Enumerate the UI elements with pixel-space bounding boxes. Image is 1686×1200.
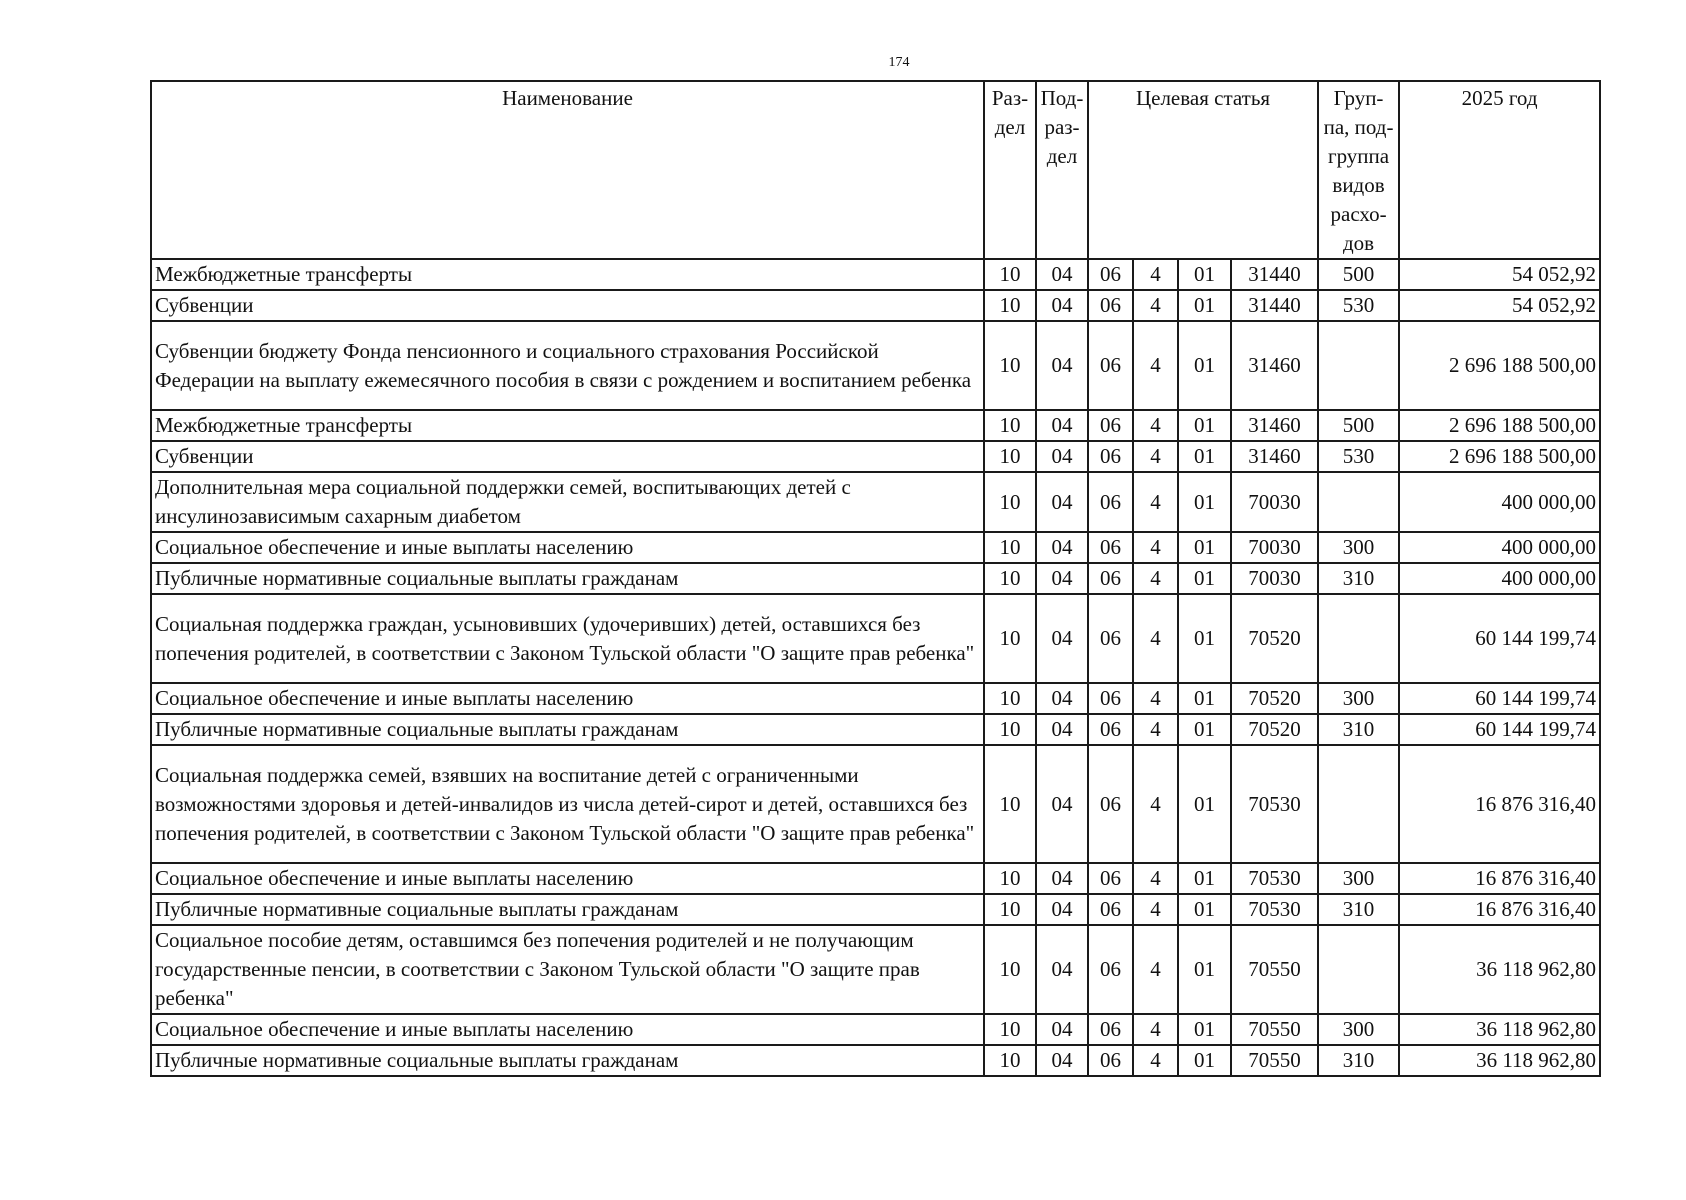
row-target-subprogram: 01 xyxy=(1178,594,1231,683)
row-razdel: 10 xyxy=(984,683,1036,714)
row-target-program: 06 xyxy=(1088,683,1133,714)
row-name: Межбюджетные трансферты xyxy=(151,259,984,290)
row-podrazdel: 04 xyxy=(1036,290,1088,321)
row-expense-group xyxy=(1318,745,1399,863)
table-row xyxy=(151,563,1600,594)
header-target-article: Целевая статья xyxy=(1088,81,1318,259)
row-expense-group: 310 xyxy=(1318,1045,1399,1076)
row-amount: 54 052,92 xyxy=(1399,290,1600,321)
table-row xyxy=(151,683,1600,714)
row-expense-group: 310 xyxy=(1318,714,1399,745)
row-amount: 2 696 188 500,00 xyxy=(1399,321,1600,410)
row-name: Субвенции xyxy=(151,441,984,472)
row-amount: 2 696 188 500,00 xyxy=(1399,410,1600,441)
row-target-program: 06 xyxy=(1088,894,1133,925)
header-year: 2025 год xyxy=(1399,81,1600,259)
row-target-program: 06 xyxy=(1088,321,1133,410)
row-name: Социальная поддержка семей, взявших на воспитание детей с ограниченными возможностями здоровья и детей-инвалидов из числа детей-сирот и детей, оставшихся без попечения родителей, в соответствии с Законом Тульской области "О защите прав ребенка" xyxy=(151,745,984,863)
row-amount: 400 000,00 xyxy=(1399,472,1600,532)
row-target-direction: 70530 xyxy=(1231,894,1318,925)
row-name: Публичные нормативные социальные выплаты гражданам xyxy=(151,714,984,745)
row-razdel: 10 xyxy=(984,925,1036,1014)
row-target-type: 4 xyxy=(1133,863,1178,894)
page-number: 174 xyxy=(888,55,910,70)
budget-table xyxy=(150,80,1601,1077)
row-expense-group: 300 xyxy=(1318,1014,1399,1045)
row-podrazdel: 04 xyxy=(1036,1014,1088,1045)
row-podrazdel: 04 xyxy=(1036,714,1088,745)
row-razdel: 10 xyxy=(984,532,1036,563)
row-amount: 60 144 199,74 xyxy=(1399,683,1600,714)
table-row xyxy=(151,714,1600,745)
row-target-subprogram: 01 xyxy=(1178,410,1231,441)
table-row xyxy=(151,321,1600,410)
row-razdel: 10 xyxy=(984,410,1036,441)
row-target-direction: 31460 xyxy=(1231,410,1318,441)
row-amount: 16 876 316,40 xyxy=(1399,894,1600,925)
row-target-subprogram: 01 xyxy=(1178,532,1231,563)
row-expense-group: 300 xyxy=(1318,532,1399,563)
header-podrazdel: Под-раз-дел xyxy=(1036,81,1088,259)
row-razdel: 10 xyxy=(984,563,1036,594)
row-target-subprogram: 01 xyxy=(1178,863,1231,894)
table-row xyxy=(151,894,1600,925)
row-target-direction: 70520 xyxy=(1231,683,1318,714)
row-expense-group: 530 xyxy=(1318,441,1399,472)
row-podrazdel: 04 xyxy=(1036,532,1088,563)
row-podrazdel: 04 xyxy=(1036,563,1088,594)
row-target-direction: 70030 xyxy=(1231,532,1318,563)
row-target-subprogram: 01 xyxy=(1178,472,1231,532)
row-target-direction: 70550 xyxy=(1231,1045,1318,1076)
row-amount: 36 118 962,80 xyxy=(1399,1045,1600,1076)
row-target-direction: 31440 xyxy=(1231,290,1318,321)
row-target-program: 06 xyxy=(1088,410,1133,441)
row-name: Социальное обеспечение и иные выплаты населению xyxy=(151,1014,984,1045)
row-target-type: 4 xyxy=(1133,410,1178,441)
table-row xyxy=(151,410,1600,441)
row-target-program: 06 xyxy=(1088,472,1133,532)
row-target-subprogram: 01 xyxy=(1178,683,1231,714)
row-podrazdel: 04 xyxy=(1036,894,1088,925)
row-target-subprogram: 01 xyxy=(1178,714,1231,745)
row-amount: 2 696 188 500,00 xyxy=(1399,441,1600,472)
row-target-direction: 70030 xyxy=(1231,472,1318,532)
row-razdel: 10 xyxy=(984,321,1036,410)
row-target-type: 4 xyxy=(1133,563,1178,594)
row-target-subprogram: 01 xyxy=(1178,1014,1231,1045)
table-row xyxy=(151,594,1600,683)
row-target-type: 4 xyxy=(1133,532,1178,563)
row-target-type: 4 xyxy=(1133,290,1178,321)
row-target-type: 4 xyxy=(1133,894,1178,925)
row-podrazdel: 04 xyxy=(1036,441,1088,472)
row-target-subprogram: 01 xyxy=(1178,894,1231,925)
row-name: Субвенции xyxy=(151,290,984,321)
row-name: Публичные нормативные социальные выплаты гражданам xyxy=(151,563,984,594)
row-podrazdel: 04 xyxy=(1036,863,1088,894)
table-row xyxy=(151,1014,1600,1045)
row-target-type: 4 xyxy=(1133,683,1178,714)
row-razdel: 10 xyxy=(984,472,1036,532)
row-amount: 400 000,00 xyxy=(1399,563,1600,594)
table-row xyxy=(151,441,1600,472)
row-target-type: 4 xyxy=(1133,1014,1178,1045)
row-name: Межбюджетные трансферты xyxy=(151,410,984,441)
row-target-direction: 70530 xyxy=(1231,745,1318,863)
row-razdel: 10 xyxy=(984,259,1036,290)
header-expense-group: Груп-па, под-группа видов расхо-дов xyxy=(1318,81,1399,259)
row-podrazdel: 04 xyxy=(1036,259,1088,290)
table-row xyxy=(151,472,1600,532)
table-row xyxy=(151,925,1600,1014)
row-amount: 16 876 316,40 xyxy=(1399,863,1600,894)
row-amount: 16 876 316,40 xyxy=(1399,745,1600,863)
row-target-subprogram: 01 xyxy=(1178,290,1231,321)
row-expense-group: 310 xyxy=(1318,894,1399,925)
table-row xyxy=(151,863,1600,894)
row-target-program: 06 xyxy=(1088,563,1133,594)
row-target-program: 06 xyxy=(1088,925,1133,1014)
row-target-program: 06 xyxy=(1088,863,1133,894)
row-target-subprogram: 01 xyxy=(1178,745,1231,863)
row-razdel: 10 xyxy=(984,441,1036,472)
header-razdel: Раз-дел xyxy=(984,81,1036,259)
row-target-type: 4 xyxy=(1133,472,1178,532)
row-target-type: 4 xyxy=(1133,594,1178,683)
table-row xyxy=(151,1045,1600,1076)
row-name: Публичные нормативные социальные выплаты гражданам xyxy=(151,1045,984,1076)
row-podrazdel: 04 xyxy=(1036,410,1088,441)
row-name: Социальное обеспечение и иные выплаты населению xyxy=(151,683,984,714)
row-podrazdel: 04 xyxy=(1036,594,1088,683)
row-target-subprogram: 01 xyxy=(1178,441,1231,472)
row-podrazdel: 04 xyxy=(1036,683,1088,714)
row-razdel: 10 xyxy=(984,1014,1036,1045)
row-target-type: 4 xyxy=(1133,925,1178,1014)
row-expense-group xyxy=(1318,594,1399,683)
row-target-type: 4 xyxy=(1133,321,1178,410)
table-row xyxy=(151,290,1600,321)
row-target-program: 06 xyxy=(1088,441,1133,472)
row-target-program: 06 xyxy=(1088,259,1133,290)
row-expense-group xyxy=(1318,925,1399,1014)
row-target-subprogram: 01 xyxy=(1178,1045,1231,1076)
row-expense-group: 500 xyxy=(1318,259,1399,290)
row-podrazdel: 04 xyxy=(1036,321,1088,410)
row-target-program: 06 xyxy=(1088,532,1133,563)
row-target-program: 06 xyxy=(1088,745,1133,863)
row-target-program: 06 xyxy=(1088,1045,1133,1076)
row-expense-group xyxy=(1318,472,1399,532)
row-name: Социальное пособие детям, оставшимся без попечения родителей и не получающим государственные пенсии, в соответствии с Законом Тульской области "О защите прав ребенка" xyxy=(151,925,984,1014)
row-target-type: 4 xyxy=(1133,714,1178,745)
row-amount: 400 000,00 xyxy=(1399,532,1600,563)
row-expense-group: 500 xyxy=(1318,410,1399,441)
row-target-program: 06 xyxy=(1088,290,1133,321)
row-target-subprogram: 01 xyxy=(1178,259,1231,290)
row-amount: 36 118 962,80 xyxy=(1399,925,1600,1014)
row-name: Социальное обеспечение и иные выплаты населению xyxy=(151,532,984,563)
row-target-direction: 70520 xyxy=(1231,714,1318,745)
row-target-subprogram: 01 xyxy=(1178,563,1231,594)
row-target-direction: 70550 xyxy=(1231,1014,1318,1045)
row-target-direction: 70030 xyxy=(1231,563,1318,594)
row-expense-group: 530 xyxy=(1318,290,1399,321)
table-header-row xyxy=(151,81,1600,259)
row-amount: 60 144 199,74 xyxy=(1399,714,1600,745)
row-name: Социальная поддержка граждан, усыновивших (удочеривших) детей, оставшихся без попечения родителей, в соответствии с Законом Тульской области "О защите прав ребенка" xyxy=(151,594,984,683)
row-expense-group: 310 xyxy=(1318,563,1399,594)
row-target-subprogram: 01 xyxy=(1178,925,1231,1014)
row-name: Публичные нормативные социальные выплаты гражданам xyxy=(151,894,984,925)
row-target-program: 06 xyxy=(1088,594,1133,683)
row-razdel: 10 xyxy=(984,714,1036,745)
row-target-direction: 70530 xyxy=(1231,863,1318,894)
row-expense-group: 300 xyxy=(1318,683,1399,714)
row-target-direction: 70550 xyxy=(1231,925,1318,1014)
row-razdel: 10 xyxy=(984,594,1036,683)
row-target-type: 4 xyxy=(1133,259,1178,290)
row-target-type: 4 xyxy=(1133,1045,1178,1076)
row-podrazdel: 04 xyxy=(1036,472,1088,532)
row-razdel: 10 xyxy=(984,1045,1036,1076)
row-target-program: 06 xyxy=(1088,1014,1133,1045)
row-expense-group xyxy=(1318,321,1399,410)
table-row xyxy=(151,259,1600,290)
row-amount: 36 118 962,80 xyxy=(1399,1014,1600,1045)
row-target-program: 06 xyxy=(1088,714,1133,745)
row-name: Субвенции бюджету Фонда пенсионного и социального страхования Российской Федерации на выплату ежемесячного пособия в связи с рождением и воспитанием ребенка xyxy=(151,321,984,410)
table-row xyxy=(151,532,1600,563)
row-target-type: 4 xyxy=(1133,441,1178,472)
row-razdel: 10 xyxy=(984,863,1036,894)
row-target-direction: 31440 xyxy=(1231,259,1318,290)
row-name: Дополнительная мера социальной поддержки семей, воспитывающих детей с инсулинозависимым сахарным диабетом xyxy=(151,472,984,532)
row-name: Социальное обеспечение и иные выплаты населению xyxy=(151,863,984,894)
row-razdel: 10 xyxy=(984,290,1036,321)
row-expense-group: 300 xyxy=(1318,863,1399,894)
row-podrazdel: 04 xyxy=(1036,745,1088,863)
row-target-direction: 70520 xyxy=(1231,594,1318,683)
row-target-direction: 31460 xyxy=(1231,441,1318,472)
header-name: Наименование xyxy=(151,81,984,259)
row-podrazdel: 04 xyxy=(1036,925,1088,1014)
row-amount: 60 144 199,74 xyxy=(1399,594,1600,683)
row-podrazdel: 04 xyxy=(1036,1045,1088,1076)
row-target-type: 4 xyxy=(1133,745,1178,863)
row-target-direction: 31460 xyxy=(1231,321,1318,410)
table-row xyxy=(151,745,1600,863)
row-target-subprogram: 01 xyxy=(1178,321,1231,410)
row-razdel: 10 xyxy=(984,894,1036,925)
row-amount: 54 052,92 xyxy=(1399,259,1600,290)
row-razdel: 10 xyxy=(984,745,1036,863)
